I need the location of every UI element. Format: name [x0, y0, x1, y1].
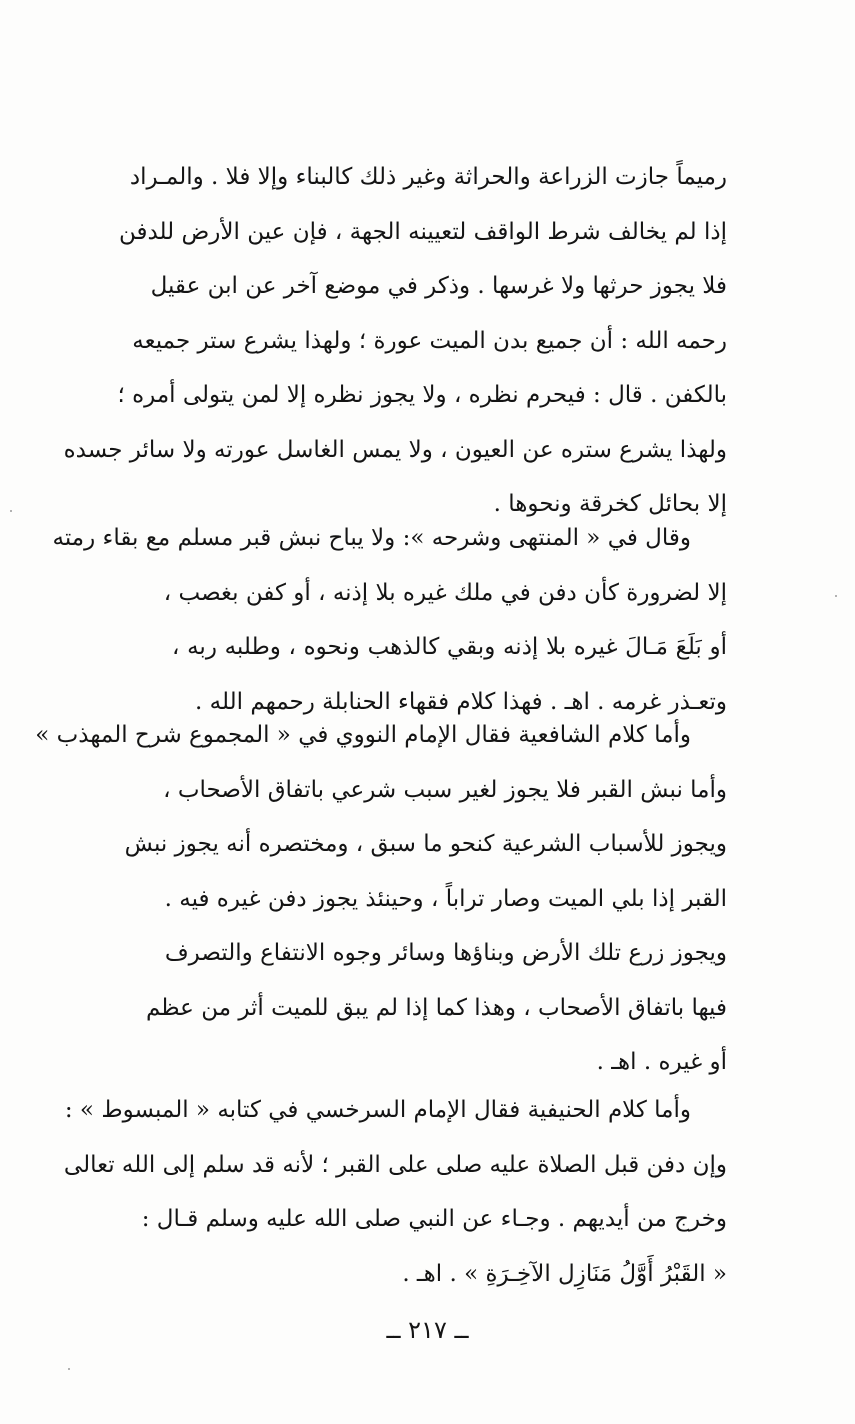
- paragraph-hanbali-continuation: [63, 150, 727, 532]
- scan-speck: [68, 1368, 70, 1370]
- text-line: إلا بحائل كخرقة ونحوها .: [493, 491, 727, 517]
- text-line: ويجوز زرع تلك الأرض وبناؤها وسائر وجوه الانتفاع والتصرف: [164, 940, 727, 966]
- paragraph-hanafi: [63, 1083, 727, 1301]
- text-line: القبر إذا بلي الميت وصار تراباً ، وحينئذ يجوز دفن غيره فيه .: [164, 885, 727, 912]
- paragraph-shafii: [35, 708, 727, 1090]
- text-line: بالكفن . قال : فيحرم نظره ، ولا يجوز نظره إلا لمن يتولى أمره ؛: [117, 382, 727, 408]
- text-line: إذا لم يخالف شرط الواقف لتعيينه الجهة ، فإن عين الأرض للدفن: [118, 218, 727, 245]
- scan-speck: [10, 510, 12, 512]
- text-line: وأما نبش القبر فلا يجوز لغير سبب شرعي باتفاق الأصحاب ،: [163, 776, 727, 803]
- scan-speck: [835, 595, 837, 597]
- text-line: أو غيره . اهـ .: [596, 1049, 727, 1075]
- text-line: رحمه الله : أن جميع بدن الميت عورة ؛ ولهذا يشرع ستر جميعه: [132, 327, 727, 354]
- text-line: ولهذا يشرع ستره عن العيون ، ولا يمس الغاسل عورته ولا سائر جسده: [63, 436, 727, 463]
- text-line: وأما كلام الشافعية فقال الإمام النووي في « المجموع شرح المهذب »: [35, 722, 691, 748]
- text-line: رميماً جازت الزراعة والحراثة وغير ذلك كالبناء وإلا فلا . والمـراد: [129, 164, 727, 190]
- page-number: ــ ٢١٧ ــ: [386, 1316, 469, 1344]
- text-line: فيها باتفاق الأصحاب ، وهذا كما إذا لم يبق للميت أثر من عظم: [145, 994, 727, 1021]
- text-line: أو بَلَعَ مَـالَ غيره بلا إذنه وبقي كالذهب ونحوه ، وطلبه ربه ،: [172, 634, 727, 660]
- text-line: وتعـذر غرمه . اهـ . فهذا كلام فقهاء الحنابلة رحمهم الله .: [195, 688, 727, 715]
- paragraph-muntaha: [52, 511, 727, 729]
- text-line: وقال في « المنتهى وشرحه »: ولا يباح نبش قبر مسلم مع بقاء رمته: [52, 525, 691, 551]
- text-line: ويجوز للأسباب الشرعية كنحو ما سبق ، ومختصره أنه يجوز نبش: [124, 831, 727, 857]
- text-line: وأما كلام الحنيفية فقال الإمام السرخسي في كتابه « المبسوط » :: [64, 1097, 691, 1123]
- text-line: فلا يجوز حرثها ولا غرسها . وذكر في موضع آخر عن ابن عقيل: [150, 273, 727, 299]
- text-line: « القَبْرُ أَوَّلُ مَنَازِل الآخِـرَةِ » . اهـ .: [402, 1260, 727, 1287]
- text-line: إلا لضرورة كأن دفن في ملك غيره بلا إذنه ، أو كفن بغصب ،: [163, 579, 727, 606]
- text-line: وإن دفن قبل الصلاة عليه صلى على القبر ؛ لأنه قد سلم إلى الله تعالى: [63, 1151, 727, 1178]
- text-line: وخرج من أيديهم . وجـاء عن النبي صلى الله عليه وسلم قـال :: [141, 1206, 727, 1232]
